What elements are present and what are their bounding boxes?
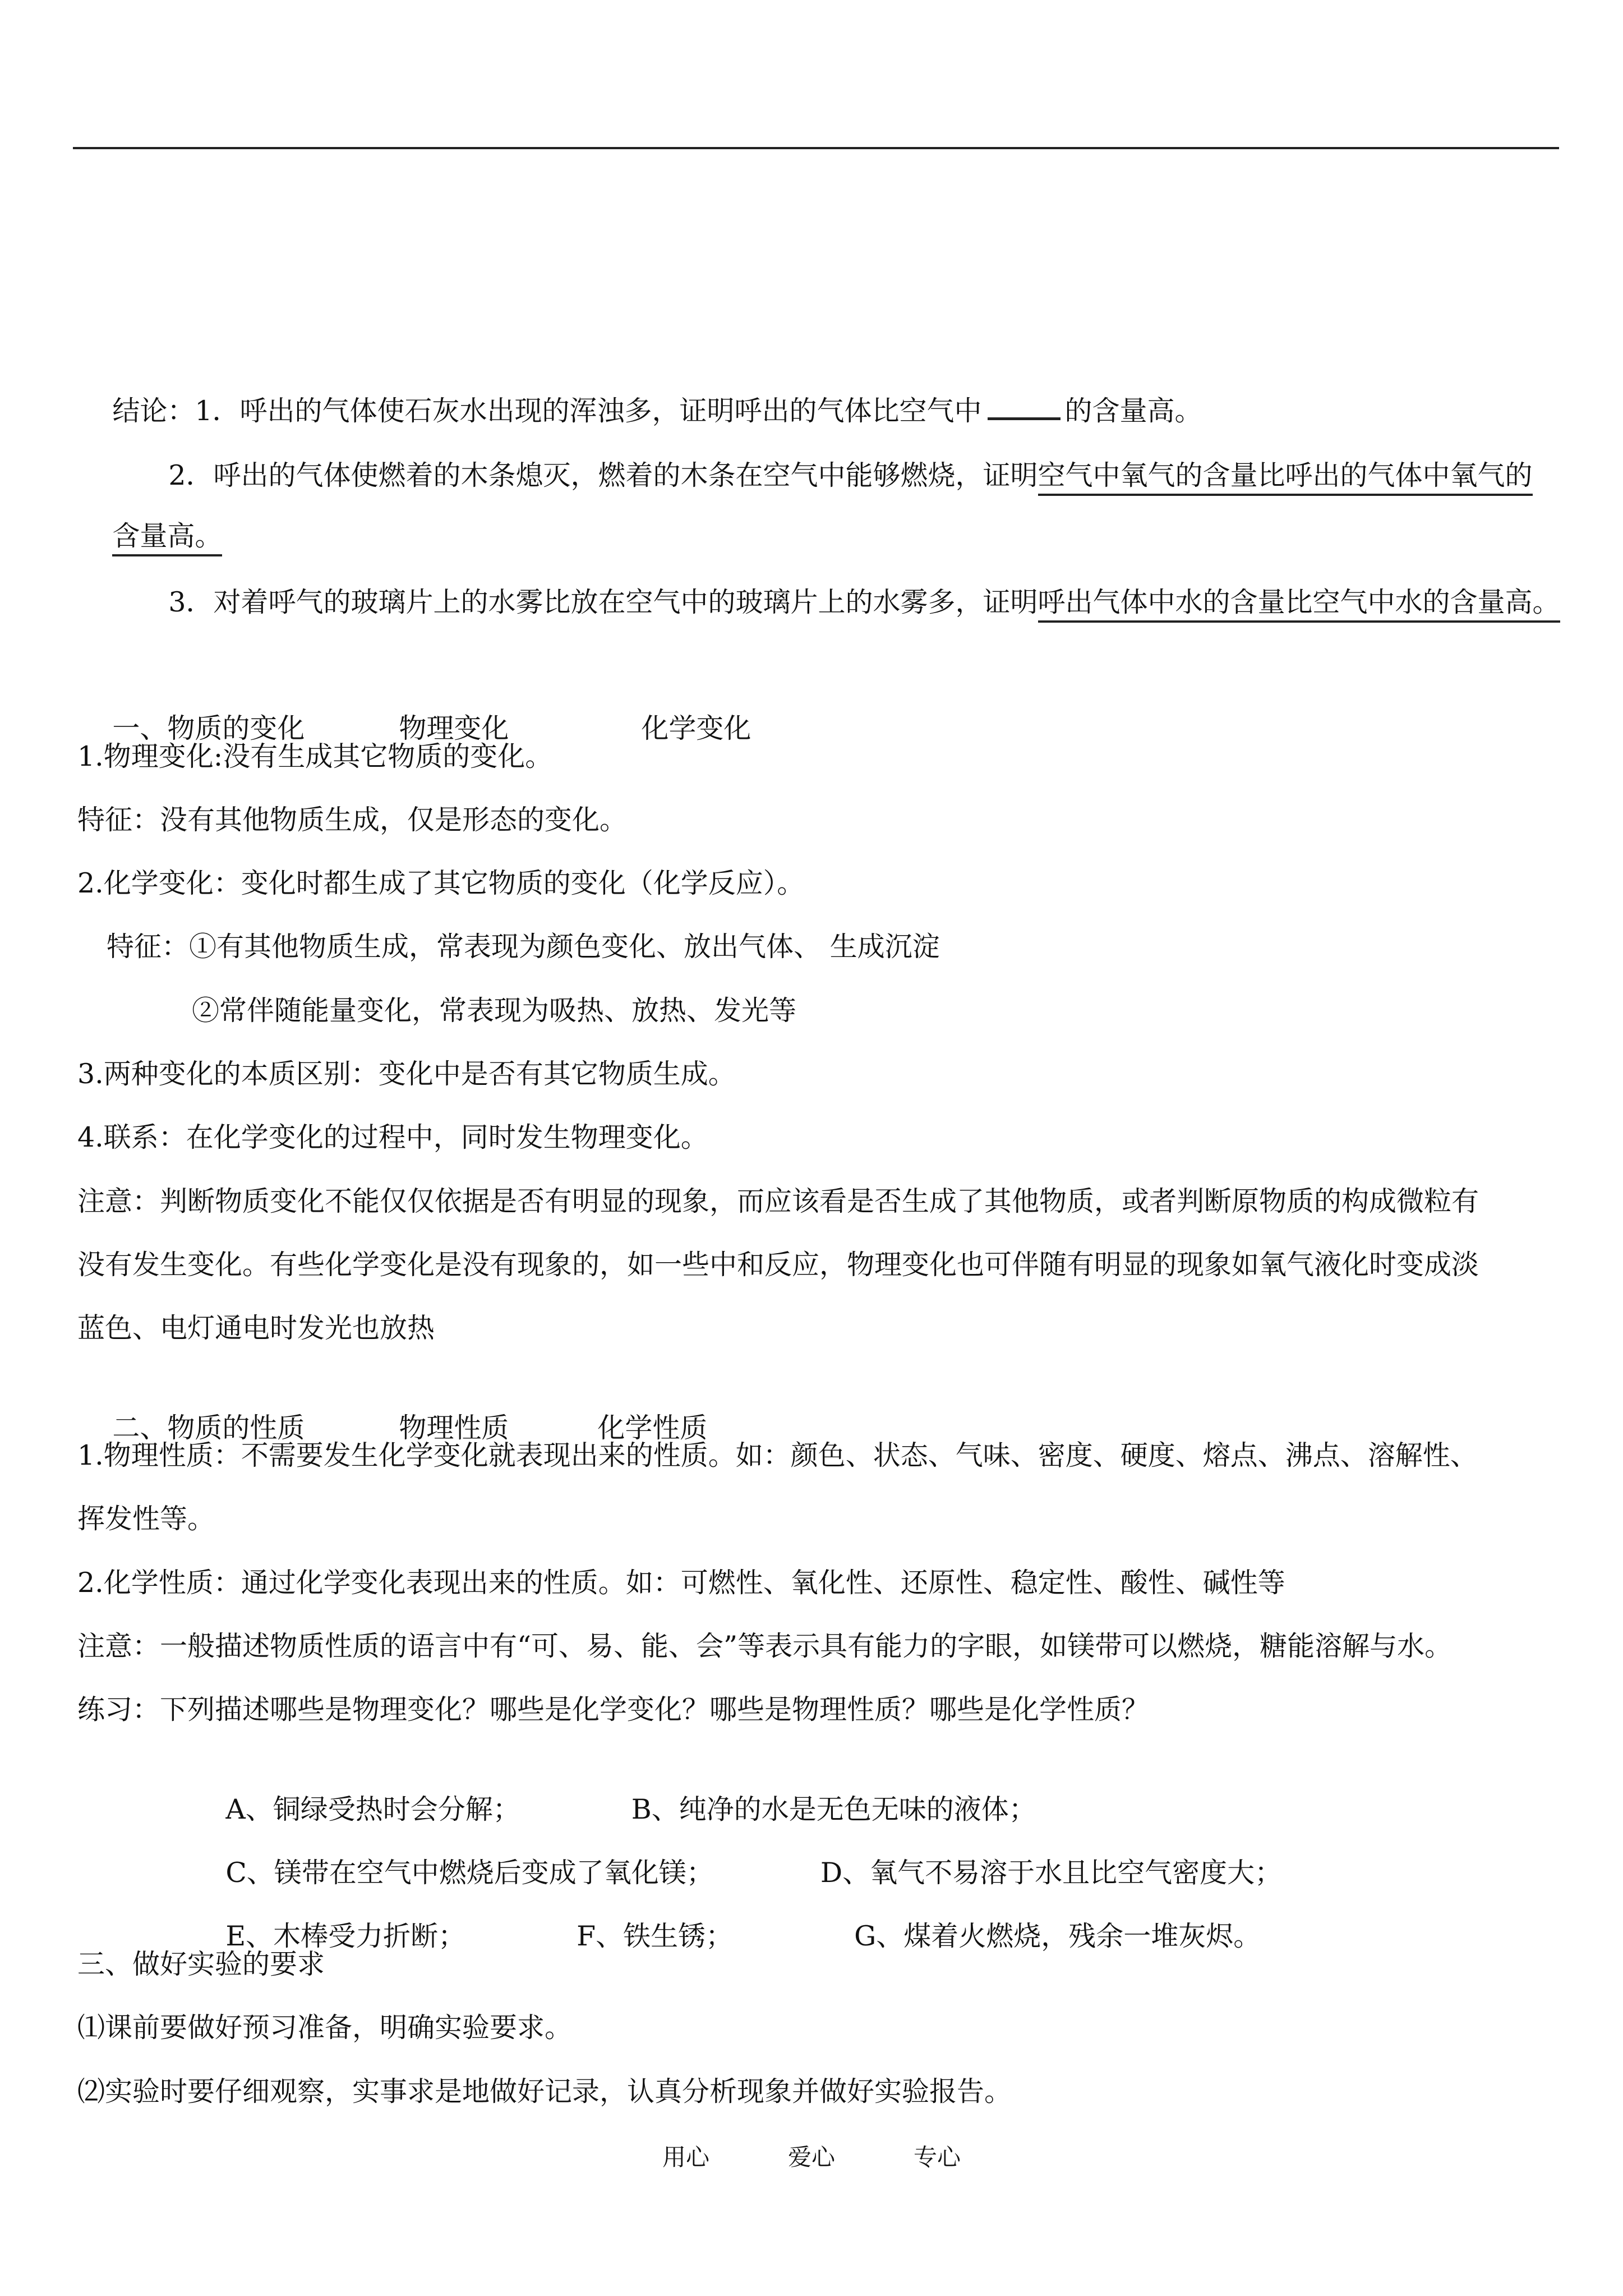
header-rule [73,147,1559,149]
conclusion-line-2 [133,422,1533,530]
paragraph: 挥发性等。 [77,1503,215,1535]
section-title: 一、物质的变化 [112,712,305,744]
option-c: C、镁带在空气中燃烧后变成了氧化镁； [225,1857,714,1889]
section-subtitle: 物理变化 [399,712,509,744]
conclusion-line-3 [133,549,1560,656]
option-b: B、纯净的水是无色无味的液体； [631,1793,1036,1825]
underlined-answer: 呼出气体中水的含量比空气中水的含量高。 [1038,586,1560,623]
paragraph: ⑵实验时要仔细观察，实事求是地做好记录，认真分析现象并做好实验报告。 [77,2076,1012,2108]
fill-blank [988,393,1061,420]
section-subtitle: 化学性质 [597,1412,708,1444]
section-title: 二、物质的性质 [112,1412,305,1444]
paragraph: 2.化学性质：通过化学变化表现出来的性质。如：可燃性、氧化性、还原性、稳定性、酸性、碱性等 [77,1567,1285,1599]
paragraph: ⑴课前要做好预习准备，明确实验要求。 [77,2012,573,2044]
paragraph: 1.物理性质：不需要发生化学变化就表现出来的性质。如：颜色、状态、气味、密度、硬度、熔点、沸点、溶解性、 [77,1439,1478,1471]
paragraph: 3.两种变化的本质区别：变化中是否有其它物质生成。 [77,1058,736,1090]
paragraph: 特征：①有其他物质生成，常表现为颜色变化、放出气体、 生成沉淀 [107,931,940,963]
section-subtitle: 物理性质 [399,1412,509,1444]
option-d: D、氧气不易溶于水且比空气密度大； [820,1857,1283,1889]
conclusion-text: 结论：1．呼出的气体使石灰水出现的浑浊多，证明呼出的气体比空气中 [112,395,982,427]
paragraph: 没有发生变化。有些化学变化是没有现象的，如一些中和反应，物理变化也可伴随有明显的现象如氧气液化时变成淡 [77,1249,1479,1281]
paragraph: 特征：没有其他物质生成，仅是形态的变化。 [77,804,628,836]
section-3-heading: 三、做好实验的要求 [77,1948,325,1980]
paragraph: 练习：下列描述哪些是物理变化？哪些是化学变化？哪些是物理性质？哪些是化学性质？ [77,1694,1150,1726]
paragraph: 注意：一般描述物质性质的语言中有“可、易、能、会”等表示具有能力的字眼，如镁带可以燃烧，糖能溶解与水。 [77,1630,1453,1662]
paragraph: 2.化学变化：变化时都生成了其它物质的变化（化学反应）。 [77,867,805,899]
footer-text: 专心 [914,2143,961,2171]
option-g: G、煤着火燃烧，残余一堆灰烬。 [854,1920,1261,1952]
option-e: E、木棒受力折断； [225,1920,466,1952]
paragraph: 1.物理变化:没有生成其它物质的变化。 [77,740,553,772]
paragraph: 蓝色、电灯通电时发光也放热 [77,1312,435,1344]
conclusion-text: 2．呼出的气体使燃着的木条熄灭，燃着的木条在空气中能够燃烧，证明 [168,459,1038,491]
paragraph: ②常伴随能量变化，常表现为吸热、放热、发光等 [192,995,797,1027]
option-a: A、铜绿受热时会分解； [225,1793,520,1825]
option-f: F、铁生锈； [577,1920,734,1952]
paragraph: 4.联系：在化学变化的过程中，同时发生物理变化。 [77,1121,708,1153]
section-subtitle: 化学变化 [641,712,751,744]
page-footer [0,2142,1623,2173]
underlined-answer: 含量高。 [112,520,222,556]
conclusion-text: 的含量高。 [1064,395,1202,427]
footer-text: 爱心 [787,2143,835,2171]
underlined-answer: 空气中氧气的含量比呼出的气体中氧气的 [1038,459,1533,496]
footer-text: 用心 [662,2143,709,2171]
option-row [191,1883,1261,1990]
conclusion-text: 3．对着呼气的玻璃片上的水雾比放在空气中的玻璃片上的水雾多，证明 [168,586,1038,618]
paragraph: 注意：判断物质变化不能仅仅依据是否有明显的现象，而应该看是否生成了其他物质，或者判断原物质的构成微粒有 [77,1185,1479,1217]
